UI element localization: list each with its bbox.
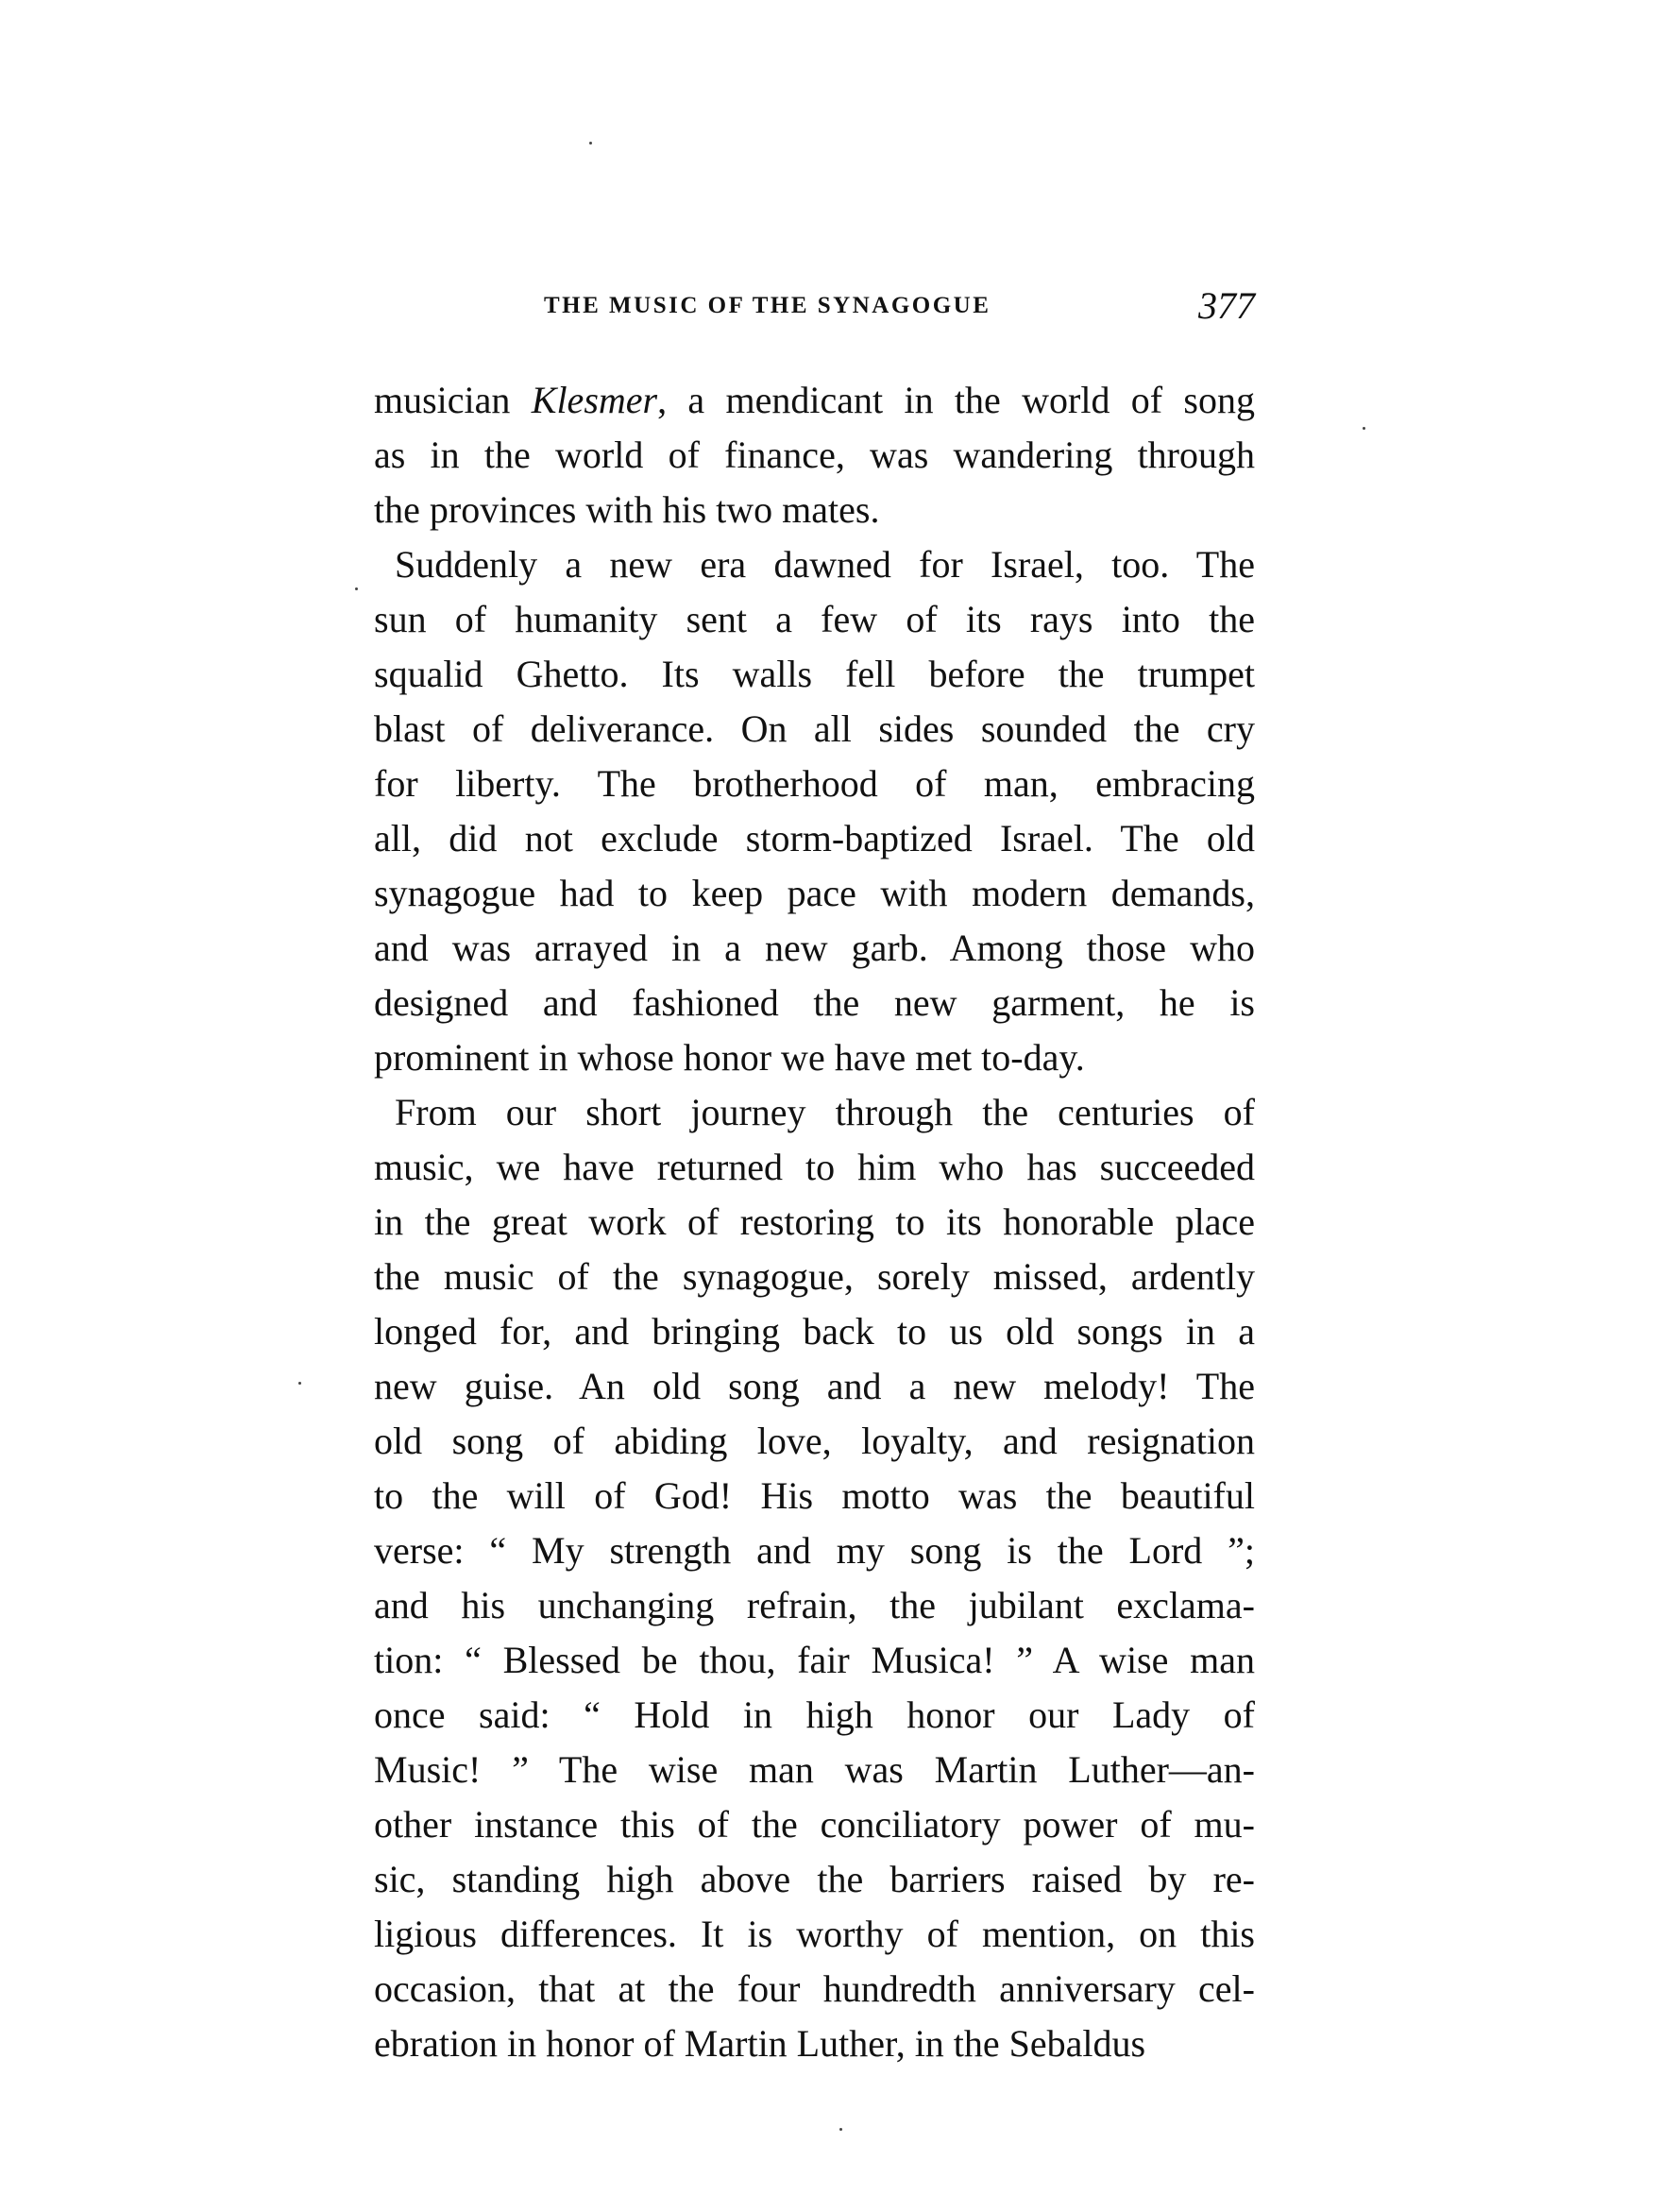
text-line: ebration in honor of Martin Luther, in the Sebaldus bbox=[374, 2022, 1146, 2065]
text-line: the provinces with his two mates. bbox=[374, 488, 880, 531]
text-line: to the will of God! His motto was the beautiful bbox=[374, 1474, 1255, 1517]
scan-speck bbox=[355, 587, 358, 590]
text-line: squalid Ghetto. Its walls fell before the trumpet bbox=[374, 653, 1255, 695]
text-line: old song of abiding love, loyalty, and resignation bbox=[374, 1420, 1255, 1462]
text-line: Suddenly a new era dawned for Israel, too. The bbox=[395, 543, 1255, 586]
text-line: designed and fashioned the new garment, he is bbox=[374, 981, 1255, 1024]
text-line bbox=[374, 373, 1255, 428]
text-line: From our short journey through the centuries of bbox=[395, 1091, 1255, 1133]
text-line: the music of the synagogue, sorely missed, ardently bbox=[374, 1255, 1255, 1298]
text-line: new guise. An old song and a new melody! The bbox=[374, 1365, 1255, 1407]
text-line: tion: “ Blessed be thou, fair Musica! ” A wise man bbox=[374, 1639, 1255, 1681]
text-line: sic, standing high above the barriers raised by re- bbox=[374, 1858, 1255, 1900]
scan-speck bbox=[1363, 427, 1365, 430]
text-line: for liberty. The brotherhood of man, embracing bbox=[374, 762, 1255, 805]
running-title: THE MUSIC OF THE SYNAGOGUE bbox=[544, 293, 991, 318]
scan-speck bbox=[298, 1382, 301, 1385]
body-text bbox=[374, 373, 1255, 2071]
text-line: longed for, and bringing back to us old songs in a bbox=[374, 1310, 1255, 1353]
paragraph bbox=[374, 373, 1255, 537]
page-number: 377 bbox=[1198, 284, 1255, 327]
text-line: in the great work of restoring to its honorable place bbox=[374, 1200, 1255, 1243]
text-line: occasion, that at the four hundredth anniversary cel- bbox=[374, 1967, 1255, 2010]
text-line: all, did not exclude storm-baptized Israel. The old bbox=[374, 817, 1255, 859]
running-header bbox=[374, 283, 1255, 331]
text-line: Music! ” The wise man was Martin Luther—an- bbox=[374, 1748, 1255, 1791]
text-line: blast of deliverance. On all sides sounded the cry bbox=[374, 707, 1255, 750]
text-line: and was arrayed in a new garb. Among those who bbox=[374, 927, 1255, 969]
text-line: and his unchanging refrain, the jubilant exclama- bbox=[374, 1584, 1255, 1626]
text-line: sun of humanity sent a few of its rays into the bbox=[374, 598, 1255, 640]
text-line: ligious differences. It is worthy of mention, on this bbox=[374, 1913, 1255, 1955]
text-line: as in the world of finance, was wandering through bbox=[374, 434, 1255, 476]
text-line: music, we have returned to him who has succeeded bbox=[374, 1146, 1255, 1188]
text-line: other instance this of the conciliatory power of mu- bbox=[374, 1803, 1255, 1846]
paragraph bbox=[374, 1085, 1255, 2071]
text-line: prominent in whose honor we have met to-day. bbox=[374, 1036, 1085, 1079]
text-segment: musician bbox=[374, 379, 532, 421]
italic-text: Klesmer bbox=[531, 379, 658, 421]
text-line: once said: “ Hold in high honor our Lady of bbox=[374, 1693, 1255, 1736]
text-segment: , a mendicant in the world of song bbox=[657, 379, 1256, 421]
text-line: synagogue had to keep pace with modern demands, bbox=[374, 872, 1255, 914]
scan-speck bbox=[589, 142, 592, 145]
paragraph bbox=[374, 537, 1255, 1085]
text-line: verse: “ My strength and my song is the Lord ”; bbox=[374, 1529, 1255, 1572]
scan-speck bbox=[839, 2128, 842, 2131]
